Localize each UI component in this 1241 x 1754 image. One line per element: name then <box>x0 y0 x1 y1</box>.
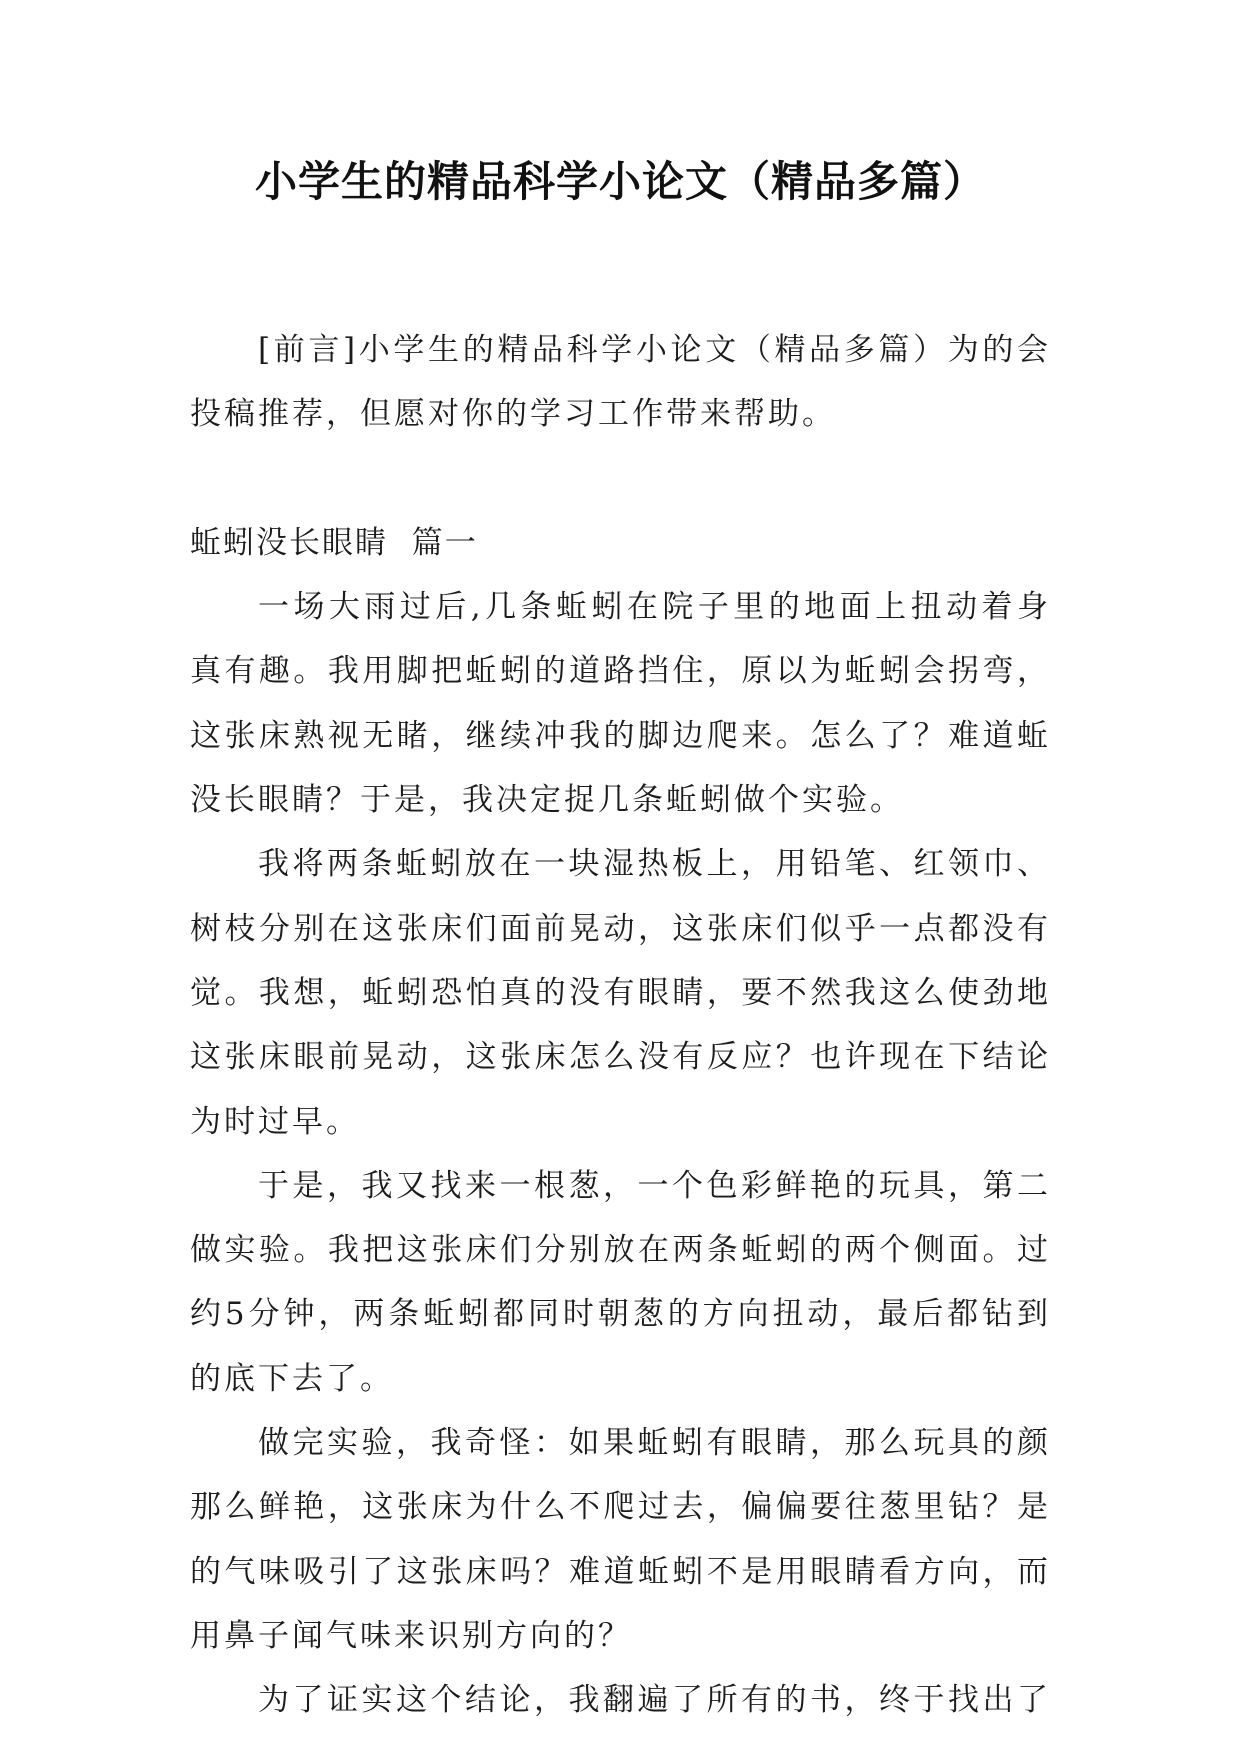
text-line: 投稿推荐，但愿对你的学习工作带来帮助。 <box>190 396 836 433</box>
text-line: 一场大雨过后,几条蚯蚓在院子里的地面上扭动着身 <box>258 589 1051 626</box>
text-line: 没长眼睛？于是，我决定捉几条蚯蚓做个实验。 <box>190 782 904 819</box>
text-line: 约5分钟，两条蚯蚓都同时朝葱的方向扭动，最后都钻到 <box>190 1296 1051 1333</box>
blank-line <box>190 447 1051 511</box>
text-line: 我将两条蚯蚓放在一块湿热板上，用铅笔、红领巾、 <box>258 846 1051 883</box>
text-line: 觉。我想，蚯蚓恐怕真的没有眼睛，要不然我这么使劲地 <box>190 974 1051 1011</box>
preface-paragraph <box>190 318 1051 447</box>
section-heading: 蚯蚓没长眼睛 篇一 <box>190 524 478 561</box>
paragraph <box>190 1668 1051 1732</box>
text-line: 于是，我又找来一根葱，一个色彩鲜艳的玩具，第二 <box>258 1167 1051 1204</box>
text-line: 这张床熟视无睹，继续冲我的脚边爬来。怎么了？难道蚯 <box>190 717 1051 754</box>
text-line: 的底下去了。 <box>190 1360 394 1397</box>
paragraph <box>190 1154 1051 1411</box>
text-line: 那么鲜艳，这张床为什么不爬过去，偏偏要往葱里钻？是 <box>190 1489 1051 1526</box>
document-title: 小学生的精品科学小论文（精品多篇） <box>254 157 986 206</box>
text-line: 真有趣。我用脚把蚯蚓的道路挡住，原以为蚯蚓会拐弯， <box>190 653 1051 690</box>
text-line: 做实验。我把这张床们分别放在两条蚯蚓的两个侧面。过 <box>190 1232 1051 1269</box>
text-line: 为了证实这个结论，我翻遍了所有的书，终于找出了 <box>258 1682 1051 1719</box>
document-body <box>190 318 1051 1733</box>
text-line: 做完实验，我奇怪：如果蚯蚓有眼睛，那么玩具的颜 <box>258 1425 1051 1462</box>
text-line: 树枝分别在这张床们面前晃动，这张床们似乎一点都没有 <box>190 910 1051 947</box>
paragraph <box>190 575 1051 832</box>
text-line: [前言]小学生的精品科学小论文（精品多篇）为的会 <box>258 332 1051 368</box>
paragraph <box>190 1411 1051 1668</box>
text-line: 的气味吸引了这张床吗？难道蚯蚓不是用眼睛看方向，而 <box>190 1553 1051 1590</box>
text-line: 为时过早。 <box>190 1103 360 1140</box>
paragraph <box>190 832 1051 1153</box>
text-line: 这张床眼前晃动，这张床怎么没有反应？也许现在下结论 <box>190 1039 1051 1076</box>
text-line: 用鼻子闻气味来识别方向的？ <box>190 1617 632 1654</box>
